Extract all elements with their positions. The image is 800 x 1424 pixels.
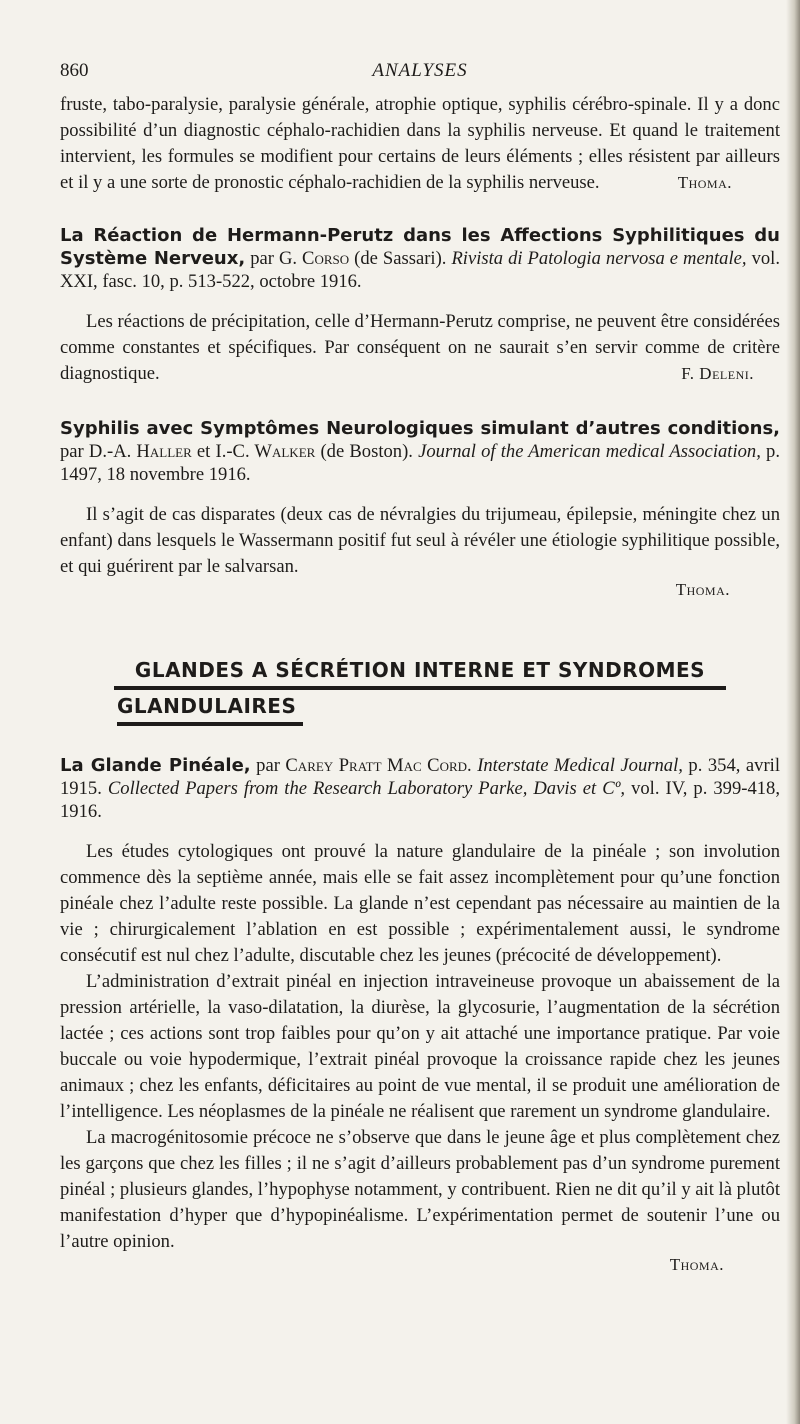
author: I.-C. Walker [215, 441, 316, 462]
article-paragraph: Les études cytologiques ont prouvé la nature glandulaire de la pinéale ; son involution commence dès la septième année, mais elle se fait assez incomplètement pour qu’une fonction pinéale chez l’adulte reste possible. La glande n’est cependant pas nécessaire au maintien de la vie ; chirurgicalement l’ablation en est possible ; expérimentalement aussi, le syndrome consécutif est nul chez l’adulte, discutable chez les jeunes (précocité de développement). [60, 841, 780, 966]
section-rule [114, 686, 726, 690]
journal-name: Interstate Medical Journal, [477, 755, 683, 776]
author: D.-A. Haller [88, 441, 192, 462]
section-rule-short [117, 722, 303, 726]
signature-line [60, 1255, 780, 1275]
article-heading [60, 754, 780, 823]
journal-name: Collected Papers from the Research Laboratory Parke, Davis et Cº, [107, 778, 626, 799]
article-title: Syphilis avec Symptômes Neurologiques simulant d’autres conditions, [60, 418, 780, 439]
article-summary [60, 502, 780, 580]
article-paragraph: L’administration d’extrait pinéal en injection intraveineuse provoque un abaissement de la pression artérielle, la vaso-dilatation, la diurèse, la glycosurie, l’augmentation de la sécrétion lactée ; ces actions sont trop faibles pour qu’on y ait attaché une importance pratique. Par voie buccale ou voie hypodermique, l’extrait pinéal provoque la croissance rapide chez les jeunes animaux ; chez les enfants, déficitaires au point de vue mental, il se produit une amélioration de l’intelligence. Les néoplasmes de la pinéale ne réalisent que rarement un syndrome glandulaire. [60, 971, 780, 1122]
continuation-paragraph [60, 92, 780, 196]
author: Carey Pratt Mac Cord. [285, 755, 472, 776]
journal-name: Rivista di Patologia nervosa e mentale, [451, 248, 747, 269]
summary-text: Il s’agit de cas disparates (deux cas de névralgies du trijumeau, épilepsie, méningite chez un enfant) dans lesquels le Wassermann positif fut seul à révéler une étiologie syphilitique possible, et qui guérirent par le salvarsan. [60, 504, 780, 577]
by-word: par [256, 755, 280, 776]
by-word: par [60, 441, 84, 462]
article-heading [60, 224, 780, 293]
affiliation: (de Sassari). [354, 248, 447, 269]
author: G. Corso [278, 248, 350, 269]
running-title: ANALYSES [372, 60, 468, 81]
and-word: et [196, 441, 211, 462]
page-edge [786, 0, 800, 1424]
citation-details: p. 1497, 18 novembre 1916. [60, 441, 780, 485]
article-title: La Réaction de Hermann-Perutz dans les Affections Syphilitiques du Système Nerveux, [60, 225, 780, 269]
signature: F. Deleni. [681, 364, 754, 383]
running-head [60, 60, 780, 86]
section-title-continued: GLANDULAIRES [117, 694, 297, 718]
continuation-text: fruste, tabo-paralysie, paralysie générale, atrophie optique, syphilis cérébro-spinale. Il y a donc possibilité d’un diagnostic céphalo-rachidien dans la syphilis nerveuse. Et quand le traitement intervient, les formules se modifient pour certains de leurs éléments ; elles résistent par ailleurs et il y a une sorte de pronostic céphalo-rachidien de la syphilis nerveuse. [60, 94, 780, 193]
page-number: 860 [60, 60, 89, 81]
article-summary [60, 309, 780, 387]
article-title: La Glande Pinéale, [60, 755, 251, 776]
article-heading [60, 417, 780, 486]
signature-line [60, 580, 780, 600]
journal-name: Journal of the American medical Association, [418, 441, 761, 462]
summary-text: Les réactions de précipitation, celle d’Hermann-Perutz comprise, ne peuvent être considérées comme constantes et spécifiques. Par conséquent on ne saurait s’en servir comme de critère diagnostique. [60, 311, 780, 384]
section-heading [60, 658, 780, 726]
signature: Thoma. [677, 173, 732, 192]
citation-details: vol. XXI, fasc. 10, p. 513-522, octobre 1916. [60, 248, 780, 292]
citation-details: p. 354, avril 1915. [60, 755, 780, 799]
signature: Thoma. [675, 580, 730, 599]
page [60, 60, 780, 1275]
by-word: par [250, 248, 274, 269]
article-paragraph: La macrogénitosomie précoce ne s’observe que dans le jeune âge et plus complètement chez les garçons que chez les filles ; il ne s’agit d’ailleurs probablement pas d’un syndrome purement pinéal ; plusieurs glandes, l’hypophyse notamment, y contribuent. Rien ne dit qu’il y ait là plutôt manifestation d’hyper que d’hypopinéalisme. L’expérimentation permet de soutenir l’une ou l’autre opinion. [60, 1127, 780, 1252]
section-title: GLANDES A SÉCRÉTION INTERNE ET SYNDROMES [134, 658, 706, 682]
signature: Thoma. [669, 1255, 724, 1274]
affiliation: (de Boston). [320, 441, 413, 462]
citation-details: vol. IV, p. 399-418, 1916. [60, 778, 780, 822]
